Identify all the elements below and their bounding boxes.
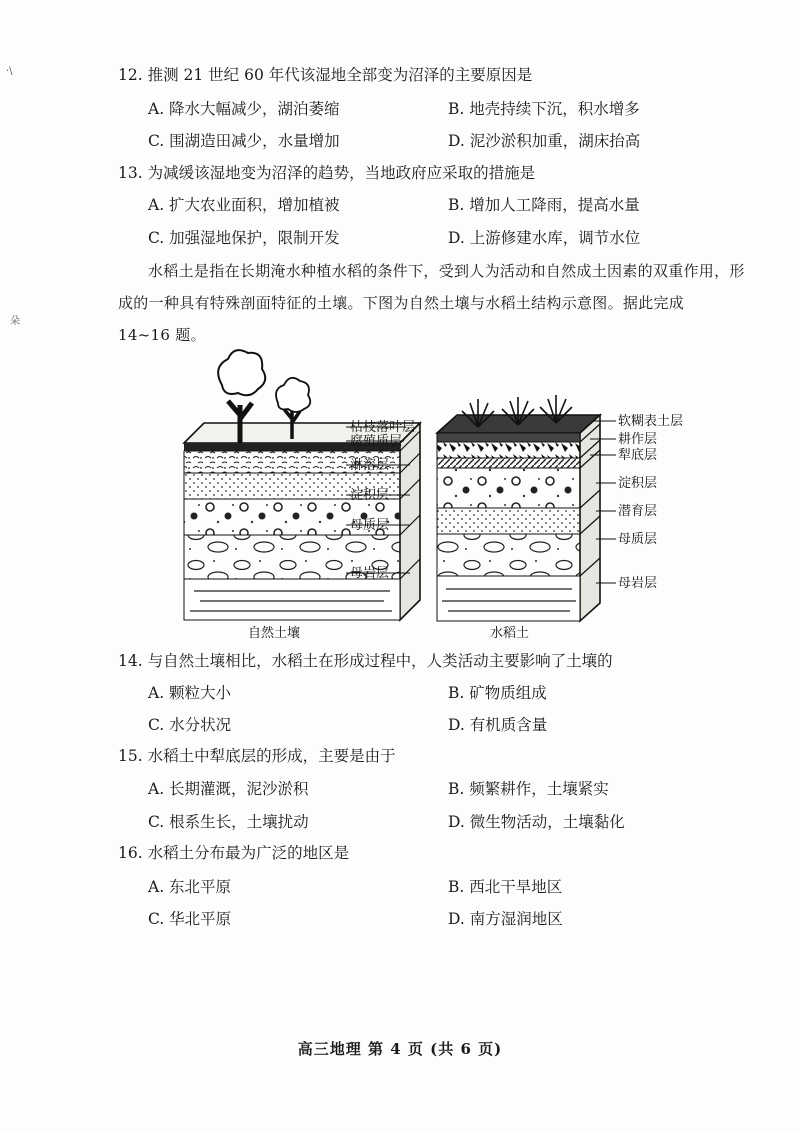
paddy-plowpan-layer bbox=[437, 458, 580, 468]
question-15-stem: 15. 水稻土中犁底层的形成，主要是由于 bbox=[118, 747, 396, 765]
question-12-stem: 12. 推测 21 世纪 60 年代该湿地全部变为沼泽的主要原因是 bbox=[118, 66, 533, 84]
question-13-option-d: D. 上游修建水库，调节水位 bbox=[448, 229, 641, 247]
paddy-plow-layer bbox=[437, 442, 580, 458]
paddy-layer-label-5: 潜育层 bbox=[618, 504, 658, 519]
passage-line-3: 14~16 题。 bbox=[118, 326, 206, 344]
natural-layer-label-4: 淀积层 bbox=[350, 488, 390, 503]
question-15-option-a: A. 长期灌溉，泥沙淤积 bbox=[148, 780, 309, 798]
question-16-option-a: A. 东北平原 bbox=[148, 878, 232, 896]
passage-line-2: 成的一种具有特殊剖面特征的土壤。下图为自然土壤与水稻土结构示意图。据此完成 bbox=[118, 294, 685, 312]
paddy-layer-label-3: 犁底层 bbox=[618, 448, 658, 463]
question-16-option-b: B. 西北干旱地区 bbox=[448, 878, 563, 896]
question-13-option-b: B. 增加人工降雨，提高水量 bbox=[448, 196, 640, 214]
natural-layer-label-1: 枯枝落叶层 bbox=[350, 420, 416, 435]
paddy-layer-label-4: 淀积层 bbox=[618, 476, 658, 491]
paddy-soil-block bbox=[437, 395, 616, 621]
paddy-parent-material-layer bbox=[437, 534, 580, 576]
question-12-option-d: D. 泥沙淤积加重，湖床抬高 bbox=[448, 132, 641, 150]
question-12-option-c: C. 围湖造田减少，水量增加 bbox=[148, 132, 340, 150]
paddy-layer-label-6: 母质层 bbox=[618, 532, 658, 547]
natural-soil-caption: 自然土壤 bbox=[248, 626, 301, 641]
question-13-option-a: A. 扩大农业面积，增加植被 bbox=[148, 196, 340, 214]
question-14-option-c: C. 水分状况 bbox=[148, 716, 232, 734]
question-12-option-b: B. 地壳持续下沉，积水增多 bbox=[448, 100, 640, 118]
passage-line-1: 水稻土是指在长期淹水种植水稻的条件下，受到人为活动和自然成土因素的双重作用，形 bbox=[148, 262, 745, 280]
paddy-illuvial-layer bbox=[437, 468, 580, 508]
natural-layer-label-3: 淋溶层 bbox=[350, 458, 390, 473]
natural-layer-label-2: 腐殖质层 bbox=[350, 434, 403, 449]
question-14-stem: 14. 与自然土壤相比，水稻土在形成过程中，人类活动主要影响了土壤的 bbox=[118, 652, 613, 670]
question-15-option-c: C. 根系生长，土壤扰动 bbox=[148, 813, 309, 831]
question-14-option-b: B. 矿物质组成 bbox=[448, 684, 547, 702]
question-16-option-d: D. 南方湿润地区 bbox=[448, 910, 563, 928]
paddy-surface-layer bbox=[437, 433, 580, 442]
question-15-option-b: B. 频繁耕作，土壤紧实 bbox=[448, 780, 609, 798]
natural-side-face bbox=[400, 423, 420, 620]
paddy-gley-layer bbox=[437, 508, 580, 534]
margin-mark-top: ·\ bbox=[6, 66, 13, 77]
page-footer: 高三地理 第 4 页 (共 6 页) bbox=[297, 1040, 503, 1058]
paddy-bedrock-layer bbox=[437, 576, 580, 621]
question-15-option-d: D. 微生物活动，土壤黏化 bbox=[448, 813, 625, 831]
paddy-soil-caption: 水稻土 bbox=[490, 626, 530, 641]
rice-plant-icon bbox=[462, 395, 572, 427]
natural-bedrock-layer bbox=[184, 579, 400, 620]
natural-layer-label-5: 母质层 bbox=[350, 518, 390, 533]
question-13-option-c: C. 加强湿地保护，限制开发 bbox=[148, 229, 340, 247]
question-16-stem: 16. 水稻土分布最为广泛的地区是 bbox=[118, 844, 350, 862]
question-13-stem: 13. 为减缓该湿地变为沼泽的趋势，当地政府应采取的措施是 bbox=[118, 164, 536, 182]
paddy-layer-label-2: 耕作层 bbox=[618, 432, 658, 447]
question-16-option-c: C. 华北平原 bbox=[148, 910, 232, 928]
margin-mark-mid: 朵 bbox=[10, 316, 20, 327]
question-12-option-a: A. 降水大幅减少，湖泊萎缩 bbox=[148, 100, 340, 118]
question-14-option-a: A. 颗粒大小 bbox=[148, 684, 232, 702]
soil-profile-figure bbox=[0, 345, 800, 645]
paddy-layer-label-7: 母岩层 bbox=[618, 576, 658, 591]
natural-layer-label-6: 母岩层 bbox=[350, 566, 390, 581]
question-14-option-d: D. 有机质含量 bbox=[448, 716, 548, 734]
paddy-layer-label-1: 软糊表土层 bbox=[618, 414, 684, 429]
